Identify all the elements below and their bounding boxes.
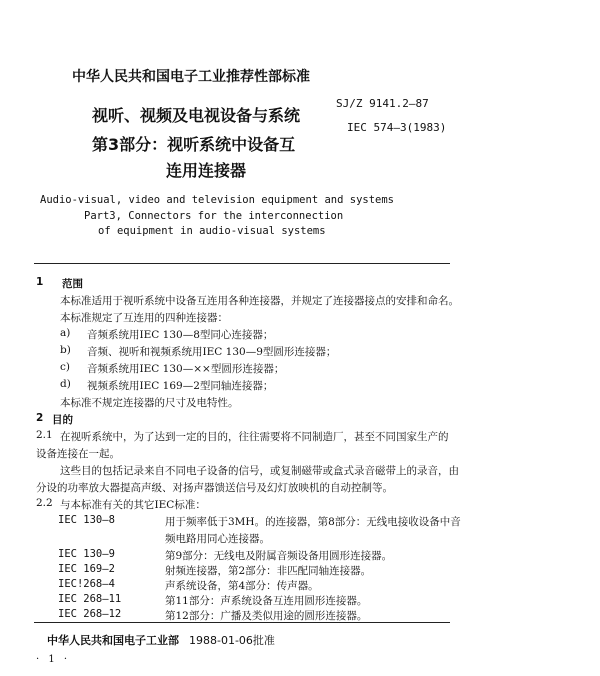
related-standard-code: IEC 130—8 [58,514,115,526]
list-item-text: 音频系统用IEC 130—××型圆形连接器； [87,363,285,375]
issuer: 中华人民共和国电子工业部 [47,634,179,647]
related-standard-desc: 第9部分：无线电及附属音频设备用圆形连接器。 [165,550,393,562]
related-standard-code: IEC!268—4 [58,578,115,590]
related-standard-desc: 第11部分：声系统设备互连用圆形连接器。 [165,595,368,607]
list-item-label: b) [60,344,71,356]
standard-code: SJ/Z 9141.2—87 [336,97,429,110]
section-2-1-line-2: 设备连接在一起。 [36,448,120,460]
list-item-text: 音频、视听和视频系统用IEC 130—9型圆形连接器； [87,346,337,358]
english-title-line-2: Part3, Connectors for the interconnection [84,210,344,222]
section-1-paragraph-3: 本标准不规定连接器的尺寸及电特性。 [60,397,239,409]
section-2-1-line-1: 在视听系统中，为了达到一定的目的，往往需要将不同制造厂，甚至不同国家生产的 [60,431,449,443]
section-2-2-text: 与本标准有关的其它IEC标准： [60,499,206,511]
english-title-line-3: of equipment in audio-visual systems [98,225,326,237]
list-item-label: d) [60,378,71,390]
list-item-label: c) [60,361,70,373]
section-1-number: 1 [36,276,44,288]
iec-code: IEC 574—3(1983) [347,121,447,134]
section-2-1-number: 2.1 [36,429,53,441]
section-2-number: 2 [36,412,44,424]
english-title-line-1: Audio-visual, video and television equipment and systems [40,194,395,206]
list-item-text: 视频系统用IEC 169—2型同轴连接器； [87,380,274,392]
related-standard-desc: 用于频率低于3MH。的连接器，第8部分：无线电接收设备中音 [165,516,461,528]
related-standard-desc-cont: 频电路用同心连接器。 [165,533,270,545]
related-standard-code: IEC 130—9 [58,548,115,560]
section-2-1-line-3: 这些目的包括记录来自不同电子设备的信号，或复制磁带或盒式录音磁带上的录音，由 [60,465,459,477]
section-2-2-number: 2.2 [36,497,53,509]
section-2-title: 目的 [52,414,73,426]
list-item-text: 音频系统用IEC 130—8型同心连接器； [87,329,274,341]
title-line-1: 视听、视频及电视设备与系统 [92,106,301,125]
related-standard-code: IEC 169—2 [58,563,115,575]
related-standard-desc: 第12部分：广播及类似用途的圆形连接器。 [165,610,368,622]
related-standard-desc: 声系统设备，第4部分：传声器。 [165,580,319,592]
related-standard-code: IEC 268—11 [58,593,122,605]
top-divider [34,263,450,264]
title-line-3: 连用连接器 [166,161,247,180]
section-1-title: 范围 [62,278,83,290]
related-standard-code: IEC 268—12 [58,608,122,620]
list-item-label: a) [60,327,71,339]
section-2-1-line-4: 分设的功率放大器提高声级、对扬声器馈送信号及幻灯放映机的自动控制等。 [36,482,393,494]
title-line-2: 第3部分：视听系统中设备互 [92,135,296,154]
standard-body-heading: 中华人民共和国电子工业推荐性部标准 [72,69,310,85]
related-standard-desc: 射频连接器，第2部分：非匹配同轴连接器。 [165,565,372,577]
section-1-paragraph-2: 本标准规定了互连用的四种连接器： [60,312,228,324]
section-1-paragraph-1: 本标准适用于视听系统中设备互连用各种连接器，并规定了连接器接点的安排和命名。 [60,295,459,307]
page-number: · 1 · [36,654,71,665]
approval-date: 1988-01-06批准 [189,634,275,647]
